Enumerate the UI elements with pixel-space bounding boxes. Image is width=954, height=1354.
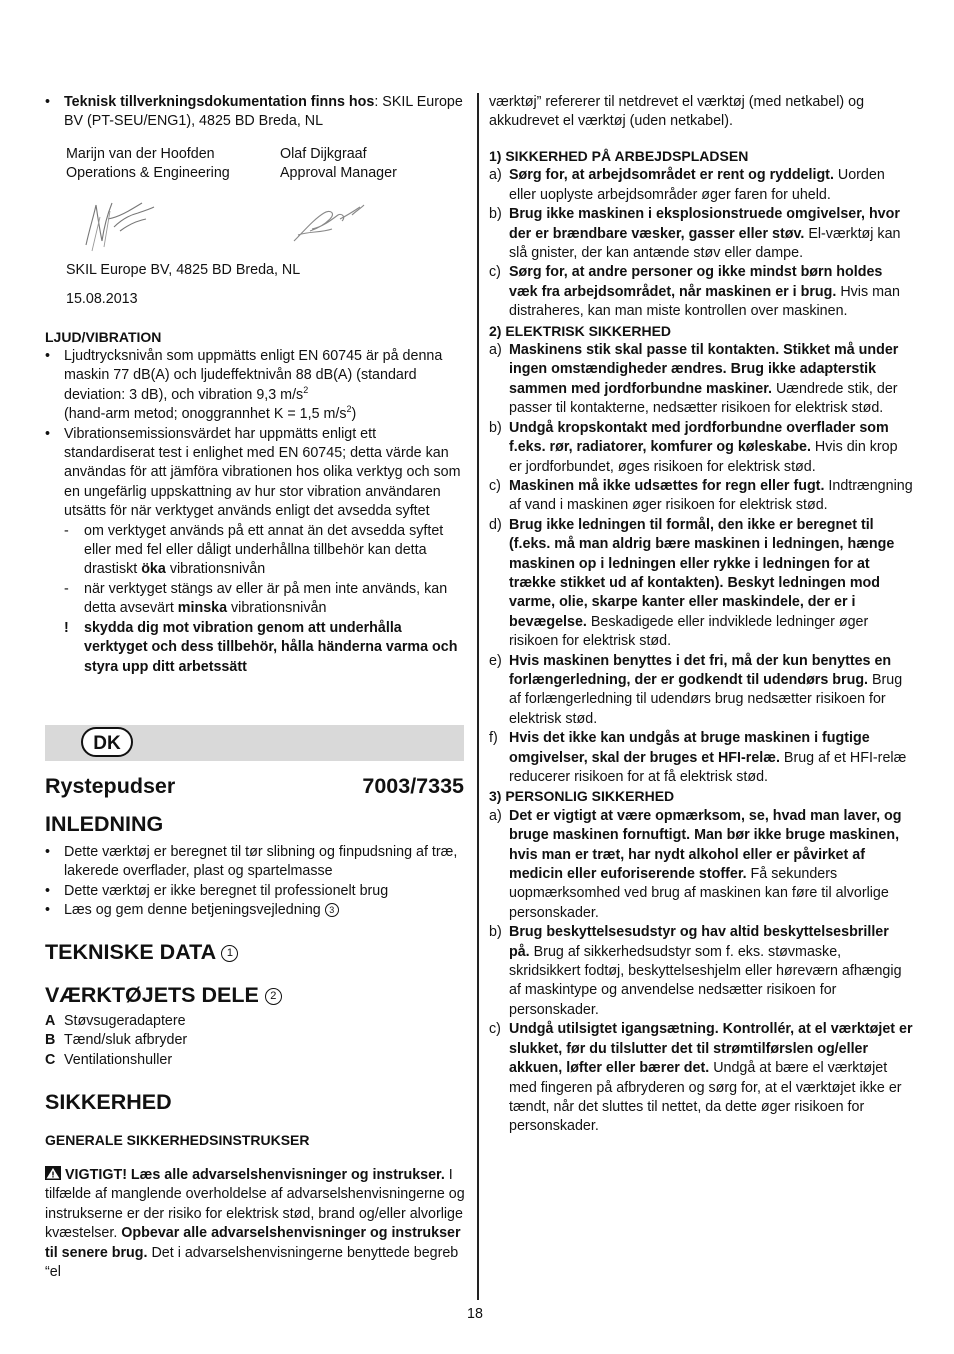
safety-item: c) Maskinen må ikke udsættes for regn eller fugt. Indtrængning af vand i maskinen øger risikoen for elektrisk stød. <box>489 477 913 514</box>
personal-safety-heading: 3) PERSONLIG SIKKERHED <box>489 788 675 805</box>
sikkerhed-heading: SIKKERHED <box>45 1090 172 1114</box>
techdoc-label: Teknisk tillverkningsdokumentation finns hos <box>64 94 375 110</box>
intended-use-bullet: • Dette værktøj er beregnet til tør slibning og finpudsning af træ, lakerede overflader, plast og spartelmasse <box>45 843 465 882</box>
techdoc-bullet <box>45 93 465 132</box>
part-item: C Ventilationshuller <box>45 1051 173 1068</box>
safety-item: a) Det er vigtigt at være opmærksom, se, hvad man laver, og bruge maskinen fornuftigt. Man bør ikke bruge maskinen, hvis man er træt, har nydt alkohol eller er påvirket af medicin eller euforiserende stoffer. Få sekunders uopmærksomhed ved brug af maskinen kan føre til alvorlige personskader. <box>489 807 902 921</box>
signer1-name: Marijn van der Hoofden <box>66 146 215 162</box>
parts-list <box>45 1012 465 1070</box>
language-bar <box>45 725 464 761</box>
warning-triangle-icon <box>45 1166 61 1180</box>
general-warning-paragraph: VIGTIGT! Læs alle advarselshenvisninger og instrukser. I tilfælde af manglende overholdelse af advarselshenvisningerne og instrukserne er der risiko for elektrisk stød, brand og/eller alvorlige kvæstelser. Opbevar alle advarselshenvisninger og instrukser til senere brug. Det i advarselshenvisningerne benyttede begreb “el <box>45 1167 465 1281</box>
noise-level-bullet: • Ljudtrycksnivån som uppmätts enligt EN 60745 är på denna maskin 77 dB(A) och ljudeffektnivån 88 dB(A) (standard deviation: 3 dB), och vibration 9,3 $m/s^2$ (hand-arm metod; onoggrannhet K = 1,5 $m/s^2$) <box>45 347 465 425</box>
ljud-vibration-list <box>45 347 465 677</box>
safety-item: b) Brug beskyttelsesudstyr og hav altid beskyttelsesbriller på. Brug af sikkerhedsudstyr som f. eks. støvmaske, skridsikkert fodtøj, beskyttelseshjelm eller høreværn afhængig af maskintype og anvendelse nedsætter risikoen for personskader. <box>489 924 902 1018</box>
company-line: SKIL Europe BV, 4825 BD Breda, NL <box>66 262 301 278</box>
page-number: 18 <box>467 1306 483 1322</box>
safety-item: d) Brug ikke ledningen til formål, den ikke er beregnet til (f.eks. må man aldrig bære maskinen i ledningen, hænge maskinen op i ledningen eller rykke i ledningen for at trække stikket ud af kontakten). Beskyt ledningen mod varme, olie, skarpe kanter eller maskindele, der er i bevægelse. Beskadigede eller indviklede ledninger øger risikoen for elektrisk stød. <box>489 516 895 650</box>
general-safety-subheading: GENERALE SIKKERHEDSINSTRUKSER <box>45 1132 310 1148</box>
vibration-protection-note: ! skydda dig mot vibration genom att underhålla verktyget och dess tillbehör, hålla händerna varma och styra upp ditt arbetssätt <box>64 619 458 675</box>
safety-item: c) Sørg for, at andre personer og ikke mindst børn holdes væk fra arbejdsområdet, når maskinen er i brug. Hvis man distraheres, kan man miste kontrollen over maskinen. <box>489 264 900 320</box>
signature-2-image <box>290 201 370 247</box>
tekniske-data-heading: TEKNISKE DATA 1 <box>45 939 238 965</box>
signer1-role: Operations & Engineering <box>66 165 230 182</box>
el-tool-definition: værktøj” refererer til netdrevet el værktøj (med netkabel) og akkudrevet el værktøj (uden netkabel). <box>489 94 865 130</box>
techdoc-address: : SKIL Europe BV (PT-SEU/ENG1), 4825 BD Breda, NL <box>64 94 463 130</box>
signature-date: 15.08.2013 <box>66 291 138 307</box>
signer2-name: Olaf Dijkgraaf <box>280 146 367 162</box>
signature-1-image <box>80 197 160 253</box>
column-divider <box>477 93 479 1300</box>
inledning-heading: INLEDNING <box>45 812 164 836</box>
figure-ref-2: 2 <box>265 988 282 1005</box>
save-manual-bullet: • Læs og gem denne betjeningsvejledning 3 <box>45 901 465 920</box>
safety-item: f) Hvis det ikke kan undgås at bruge maskinen i fugtige omgivelser, skal der bruges et HFI-relæ. Brug af et HFI-relæ reducerer risikoen for at få elektrisk stød. <box>489 730 907 785</box>
part-item: A Støvsugeradaptere <box>45 1013 186 1029</box>
not-professional-bullet: • Dette værktøj er ikke beregnet til professionelt brug <box>45 882 465 901</box>
ljud-vibration-heading: LJUD/VIBRATION <box>45 329 162 345</box>
parts-heading: VÆRKTØJETS DELE 2 <box>45 982 282 1008</box>
vibration-decrease-item: - när verktyget stängs av eller är på men inte används, kan detta avsevärt minska vibrationsnivån <box>64 580 448 617</box>
safety-item: b) Undgå kropskontakt med jordforbundne overflader som f.eks. rør, radiatorer, komfurer og køleskabe. Hvis din krop er jordforbundet, øges risikoen for elektrisk stød. <box>489 419 898 475</box>
product-model: 7003/7335 <box>362 774 464 798</box>
safety-sections <box>489 147 913 1137</box>
figure-ref-3: 3 <box>325 903 339 917</box>
signer2-role: Approval Manager <box>280 165 397 182</box>
workplace-safety-heading: 1) SIKKERHED PÅ ARBEJDSPLADSEN <box>489 148 749 164</box>
electrical-safety-heading: 2) ELEKTRISK SIKKERHED <box>489 322 672 339</box>
safety-item: a) Sørg for, at arbejdsområdet er rent og ryddeligt. Uorden eller uoplyste arbejdsområder øger faren for uheld. <box>489 167 885 203</box>
safety-item: b) Brug ikke maskinen i eksplosionstruede omgivelser, hvor der er brændbare væsker, gasser eller støv. El-værktøj kan slå gnister, der kan antænde støv eller dampe. <box>489 206 901 262</box>
inledning-list <box>45 843 465 921</box>
product-name: Rystepudser <box>45 774 176 798</box>
figure-ref-1: 1 <box>221 945 238 962</box>
language-badge-dk: DK <box>81 727 133 757</box>
safety-item: e) Hvis maskinen benyttes i det fri, må der kun benyttes en forlængerledning, der er godkendt til udendørs brug. Brug af forlængerledning til udendørs brug nedsætter risikoen for elektrisk stød. <box>489 652 903 727</box>
safety-item: c) Undgå utilsigtet igangsætning. Kontrollér, at el værktøjet er slukket, før du tilslutter det til strømtilførslen og/eller akkuen, løfter eller bærer det. Undgå at bære el værktøjet med fingeren på afbryderen og sørg for, at el værktøjet ikke er tændt, når det sluttes til nettet, da dette øger risikoen for personskader. <box>489 1021 913 1135</box>
vibration-increase-item: - om verktyget används på ett annat än det avsedda syftet eller med fel eller dåligt underhållna tillbehör kan detta drastiskt öka vibrationsnivån <box>64 522 444 578</box>
part-item: B Tænd/sluk afbryder <box>45 1032 188 1049</box>
vibration-emission-bullet: • Vibrationsemissionsvärdet har uppmätts enligt ett standardiserat test i enlighet med EN 60745; detta värde kan användas för att jämföra vibrationen hos olika verktyg och som en ungefärlig uppskattning av hur stor vibration användaren utsätts för när verktyget används enligt det avsedda syftet <box>45 425 465 522</box>
safety-item: a) Maskinens stik skal passe til kontakten. Stikket må under ingen omstændigheder ændres. Brug ikke adapterstik sammen med jordforbundne maskiner. Uændrede stik, der passer til kontakterne, nedsætter risikoen for elektrisk stød. <box>489 342 899 417</box>
